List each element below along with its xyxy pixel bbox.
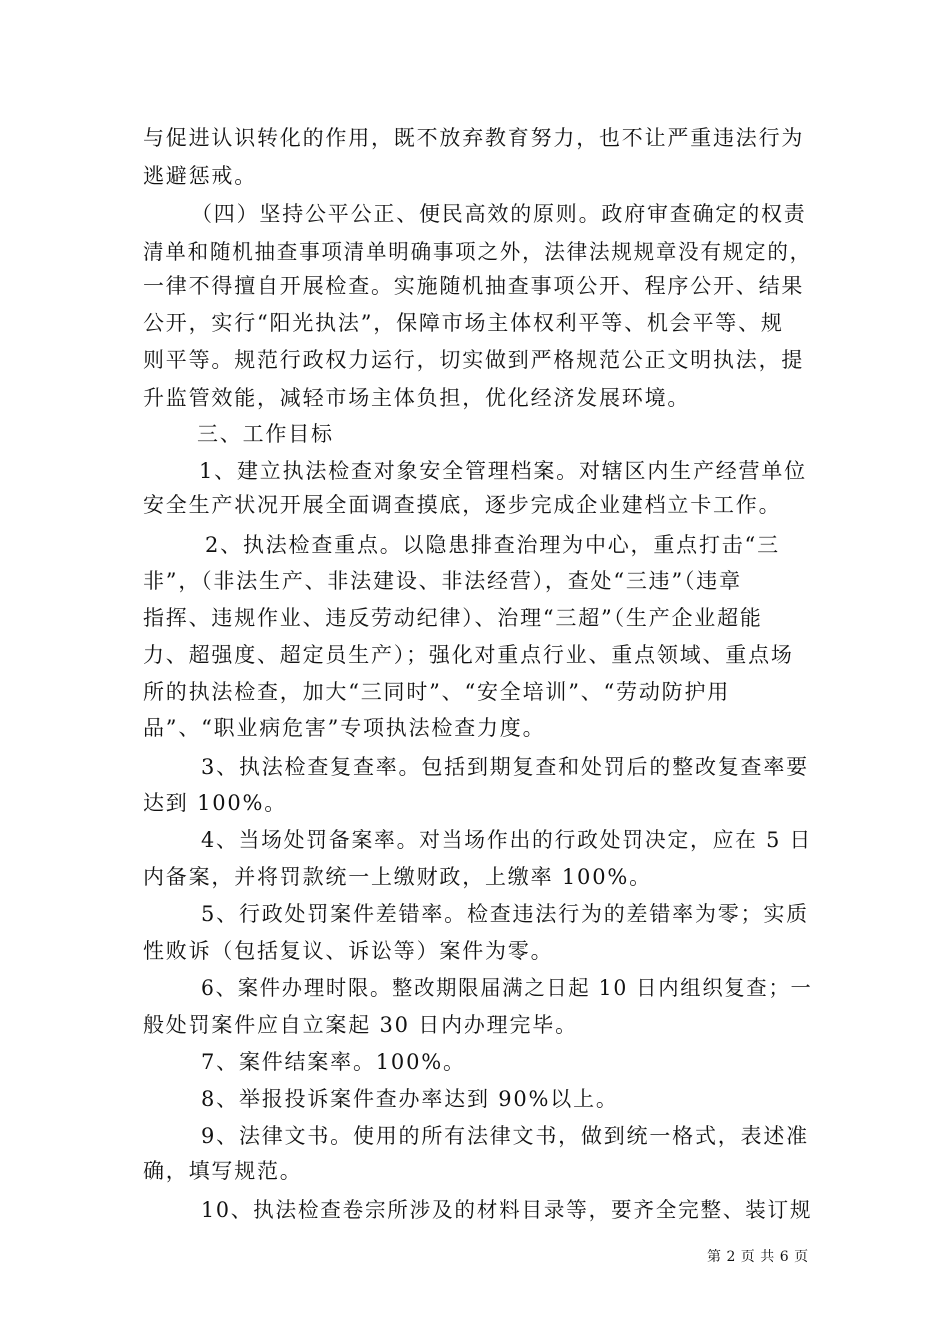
- paragraph-line: 力、超强度、超定员生产）；强化对重点行业、重点领域、重点场: [143, 643, 794, 667]
- paragraph-line: 8、举报投诉案件查办率达到 90%以上。: [201, 1087, 619, 1111]
- paragraph-line: 性败诉（包括复议、诉讼等）案件为零。: [143, 939, 554, 963]
- paragraph-line: 7、案件结案率。100%。: [201, 1050, 466, 1074]
- page-number: 第 2 页 共 6 页: [707, 1249, 809, 1265]
- paragraph-line: 则平等。规范行政权力运行，切实做到严格规范公正文明执法，提: [143, 348, 805, 372]
- paragraph-line: 一律不得擅自开展检查。实施随机抽查事项公开、程序公开、结果: [143, 274, 805, 298]
- paragraph-line: 达到 100%。: [143, 791, 288, 815]
- paragraph-line: 与促进认识转化的作用，既不放弃教育努力，也不让严重违法行为: [143, 126, 805, 150]
- paragraph-line: （四）坚持公平公正、便民高效的原则。政府审查确定的权责: [191, 202, 807, 226]
- paragraph-line: 般处罚案件应自立案起 30 日内办理完毕。: [143, 1013, 578, 1037]
- paragraph-line: 所的执法检查，加大“三同时”、“安全培训”、“劳动防护用: [143, 680, 731, 704]
- section-heading: 三、工作目标: [197, 422, 334, 446]
- paragraph-line: 2、执法检查重点。以隐患排查治理为中心，重点打击“三: [205, 533, 780, 557]
- paragraph-line: 3、执法检查复查率。包括到期复查和处罚后的整改复查率要: [201, 755, 809, 779]
- paragraph-line: 确，填写规范。: [143, 1159, 303, 1183]
- paragraph-line: 升监管效能，减轻市场主体负担，优化经济发展环境。: [143, 386, 691, 410]
- paragraph-line: 1、建立执法检查对象安全管理档案。对辖区内生产经营单位: [199, 459, 807, 483]
- paragraph-line: 清单和随机抽查事项清单明确事项之外，法律法规规章没有规定的，: [143, 240, 812, 264]
- paragraph-line: 非”，（非法生产、非法建设、非法经营），查处“三违”（违章: [143, 569, 742, 593]
- paragraph-line: 5、行政处罚案件差错率。检查违法行为的差错率为零；实质: [201, 902, 809, 926]
- paragraph-line: 品”、“职业病危害”专项执法检查力度。: [143, 716, 546, 740]
- paragraph-line: 安全生产状况开展全面调查摸底，逐步完成企业建档立卡工作。: [143, 493, 782, 517]
- paragraph-line: 指挥、违规作业、违反劳动纪律）、治理“三超”（生产企业超能: [143, 606, 763, 630]
- paragraph-line: 内备案，并将罚款统一上缴财政，上缴率 100%。: [143, 865, 652, 889]
- paragraph-line: 逃避惩戒。: [143, 164, 257, 188]
- paragraph-line: 4、当场处罚备案率。对当场作出的行政处罚决定，应在 5 日: [201, 828, 813, 852]
- paragraph-line: 6、案件办理时限。整改期限届满之日起 10 日内组织复查；一: [201, 976, 813, 1000]
- paragraph-line: 9、法律文书。使用的所有法律文书，做到统一格式，表述准: [201, 1124, 809, 1148]
- paragraph-line: 公开，实行“阳光执法”，保障市场主体权利平等、机会平等、规: [143, 311, 784, 335]
- paragraph-line: 10、执法检查卷宗所涉及的材料目录等，要齐全完整、装订规: [201, 1198, 813, 1222]
